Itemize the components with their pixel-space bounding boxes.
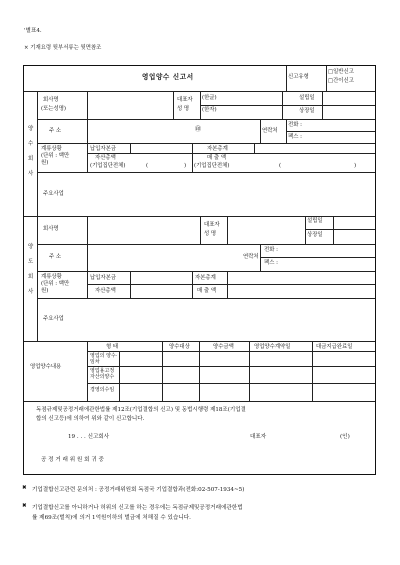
transferor-rep-label: 대표자 (204, 222, 220, 228)
transferee-label-2: 수 (28, 141, 34, 147)
transfer-section-label: 영업양수내용 (30, 364, 62, 370)
transferor-assets-input[interactable] (131, 285, 191, 297)
transferee-rep-hanja[interactable]: (한자) (202, 107, 217, 113)
assets-paren-close: ) (184, 163, 187, 169)
transferor-company-label: 회사명 (43, 226, 59, 232)
footnote-2-mark: ✖ (22, 503, 27, 509)
transferee-paid-capital-input[interactable] (131, 144, 191, 152)
transferee-company-label: 회사명 (43, 97, 59, 103)
transferee-listed-input[interactable] (323, 106, 374, 118)
transferee-business-label: 주요사업 (43, 191, 64, 197)
report-form (23, 65, 376, 475)
declaration-line-2: 합의 신고등)에 의하여 위와 같이 신고합니다. (36, 416, 145, 422)
footnote-1: 기업결합신고관련 문의처 : 공정거래위원회 독점국 기업결합과(전화:02-507-1934~5) (32, 487, 245, 493)
transferee-address-label: 주 소 (49, 128, 62, 134)
transferee-established-input[interactable] (323, 92, 374, 104)
sales-paren-open: ( (279, 163, 282, 169)
transferee-sales-label: 매 출 액 (207, 155, 227, 161)
transferor-listed-input[interactable] (334, 230, 374, 242)
transferor-address-input[interactable] (88, 245, 260, 270)
report-type-simple[interactable]: □간이신고 (328, 78, 354, 84)
declaration-line-1: 독점규제및공정거래에관한법률 제12조(기업결합의 신고) 및 동법시행령 제18조(기업결 (36, 407, 246, 413)
transferor-label-3: 회 (28, 274, 34, 280)
transferee-company-input[interactable] (88, 92, 172, 118)
transferor-contact-label: 연락처 (243, 254, 259, 260)
transferor-established-input[interactable] (334, 217, 374, 228)
col-contract-header: 영업양수계약일 (254, 344, 291, 350)
transferee-equity-input[interactable] (255, 144, 374, 152)
transferee-sales-sublabel: (기업집단전체) (194, 163, 230, 169)
transferee-label-3: 회 (28, 156, 34, 162)
transferor-company-input[interactable] (88, 217, 198, 243)
transferor-assets-label: 자산총액 (95, 288, 116, 294)
transferor-size-unit: (단위 : 백만 (41, 281, 70, 287)
transfer-type-cells[interactable] (120, 352, 161, 400)
transferor-business-input[interactable] (88, 299, 374, 340)
declaration-seal: (인) (340, 434, 350, 440)
transferee-listed-label: 상장일 (299, 108, 315, 114)
notice-text: × 기재요령 뒷부서류는 뒷면참조 (24, 45, 102, 51)
transferor-equity-label: 자본총계 (195, 275, 216, 281)
transfer-row-1: 영업의 양수·임차 (90, 353, 118, 365)
transferee-equity-label: 자본총계 (207, 146, 228, 152)
footnote-1-mark: ✖ (22, 485, 27, 491)
transferor-size-label: 계류상황 (41, 274, 62, 280)
transferee-size-unit: (단위 : 백만 (41, 153, 70, 159)
transferor-address-label: 주 소 (49, 254, 62, 260)
transferee-assets-sublabel: (기업집단전체) (90, 163, 126, 169)
declaration-addressee: 공 정 거 래 위 원 회 귀 중 (41, 457, 104, 463)
transferor-rep-label-2: 성 명 (204, 231, 217, 237)
transferor-established-label: 설립일 (307, 218, 323, 224)
col-payment-header: 대금지급완료일 (316, 344, 353, 350)
form-number: '별표4. (24, 28, 42, 34)
transferor-phone[interactable]: 전화 : (264, 247, 278, 253)
transfer-row-3: 경영의수임 (90, 387, 115, 393)
transferee-label-1: 양 (28, 126, 34, 132)
transferor-business-label: 주요사업 (43, 316, 64, 322)
transferor-listed-label: 상장일 (307, 232, 323, 238)
transferee-established-label: 설립일 (299, 95, 315, 101)
transfer-row-2: 영업용고정 자산의양수 (90, 368, 115, 380)
transferee-size-label: 계류상황 (41, 146, 62, 152)
transferee-company-sublabel: (또는성명) (41, 106, 67, 112)
transferee-address-input[interactable] (88, 120, 260, 142)
transferee-rep-label: 대표자 (177, 97, 193, 103)
col-target-header: 양수대상 (169, 344, 190, 350)
declaration-date[interactable]: 19 . . . 신고회사 (68, 434, 110, 440)
footnote-2-line-1: 기업결합신고를 아니하거나 허위의 신고를 하는 경우에는 독점규제및공정거래에관한법 (32, 505, 243, 511)
transferee-phone[interactable]: 전화 : (288, 122, 302, 128)
col-amount-header: 양수금액 (213, 344, 234, 350)
transferor-rep-input[interactable] (228, 217, 304, 243)
transferor-label-4: 사 (28, 289, 34, 295)
transferor-equity-input[interactable] (228, 272, 374, 283)
transferee-rep-korean[interactable]: (한글) (202, 95, 217, 101)
transferee-rep-label-2: 성 명 (177, 106, 190, 112)
report-type-general[interactable]: □일반신고 (328, 69, 354, 75)
form-title: 영업양수 신고서 (142, 73, 194, 81)
transfer-detail-cells[interactable] (163, 352, 374, 400)
transferee-assets-label: 자산총액 (95, 155, 116, 161)
transferor-sales-label: 매 출 액 (197, 288, 217, 294)
transferor-fax[interactable]: 팩스 : (264, 260, 278, 266)
transferor-label-2: 도 (28, 259, 34, 265)
transferor-size-unit-2: 원) (41, 288, 49, 294)
assets-paren-open: ( (146, 163, 149, 169)
transferor-paid-capital-label: 납입자본금 (90, 275, 117, 281)
transferee-fax[interactable]: 팩스 : (288, 134, 302, 140)
sales-paren-close: ) (354, 163, 357, 169)
transferee-paid-capital-label: 납입자본금 (90, 146, 117, 152)
transferee-size-unit-2: 원) (41, 160, 49, 166)
transferor-paid-capital-input[interactable] (131, 272, 191, 283)
transferee-contact-label: 연락처 (262, 128, 278, 134)
declaration-rep: 대표자 (250, 434, 267, 440)
col-type-header: 형 태 (106, 344, 119, 350)
transferor-sales-input[interactable] (228, 285, 374, 297)
transferee-label-4: 사 (28, 171, 34, 177)
report-type-label: 신고유형 (288, 74, 309, 80)
seal-mark: ㊞ (195, 126, 202, 133)
transferor-label-1: 양 (28, 244, 34, 250)
transferee-business-input[interactable] (88, 173, 374, 215)
footnote-2-line-2: 률 제69조(벌칙)에 의거 1억원이하의 벌금에 처해질 수 있습니다. (32, 515, 191, 521)
